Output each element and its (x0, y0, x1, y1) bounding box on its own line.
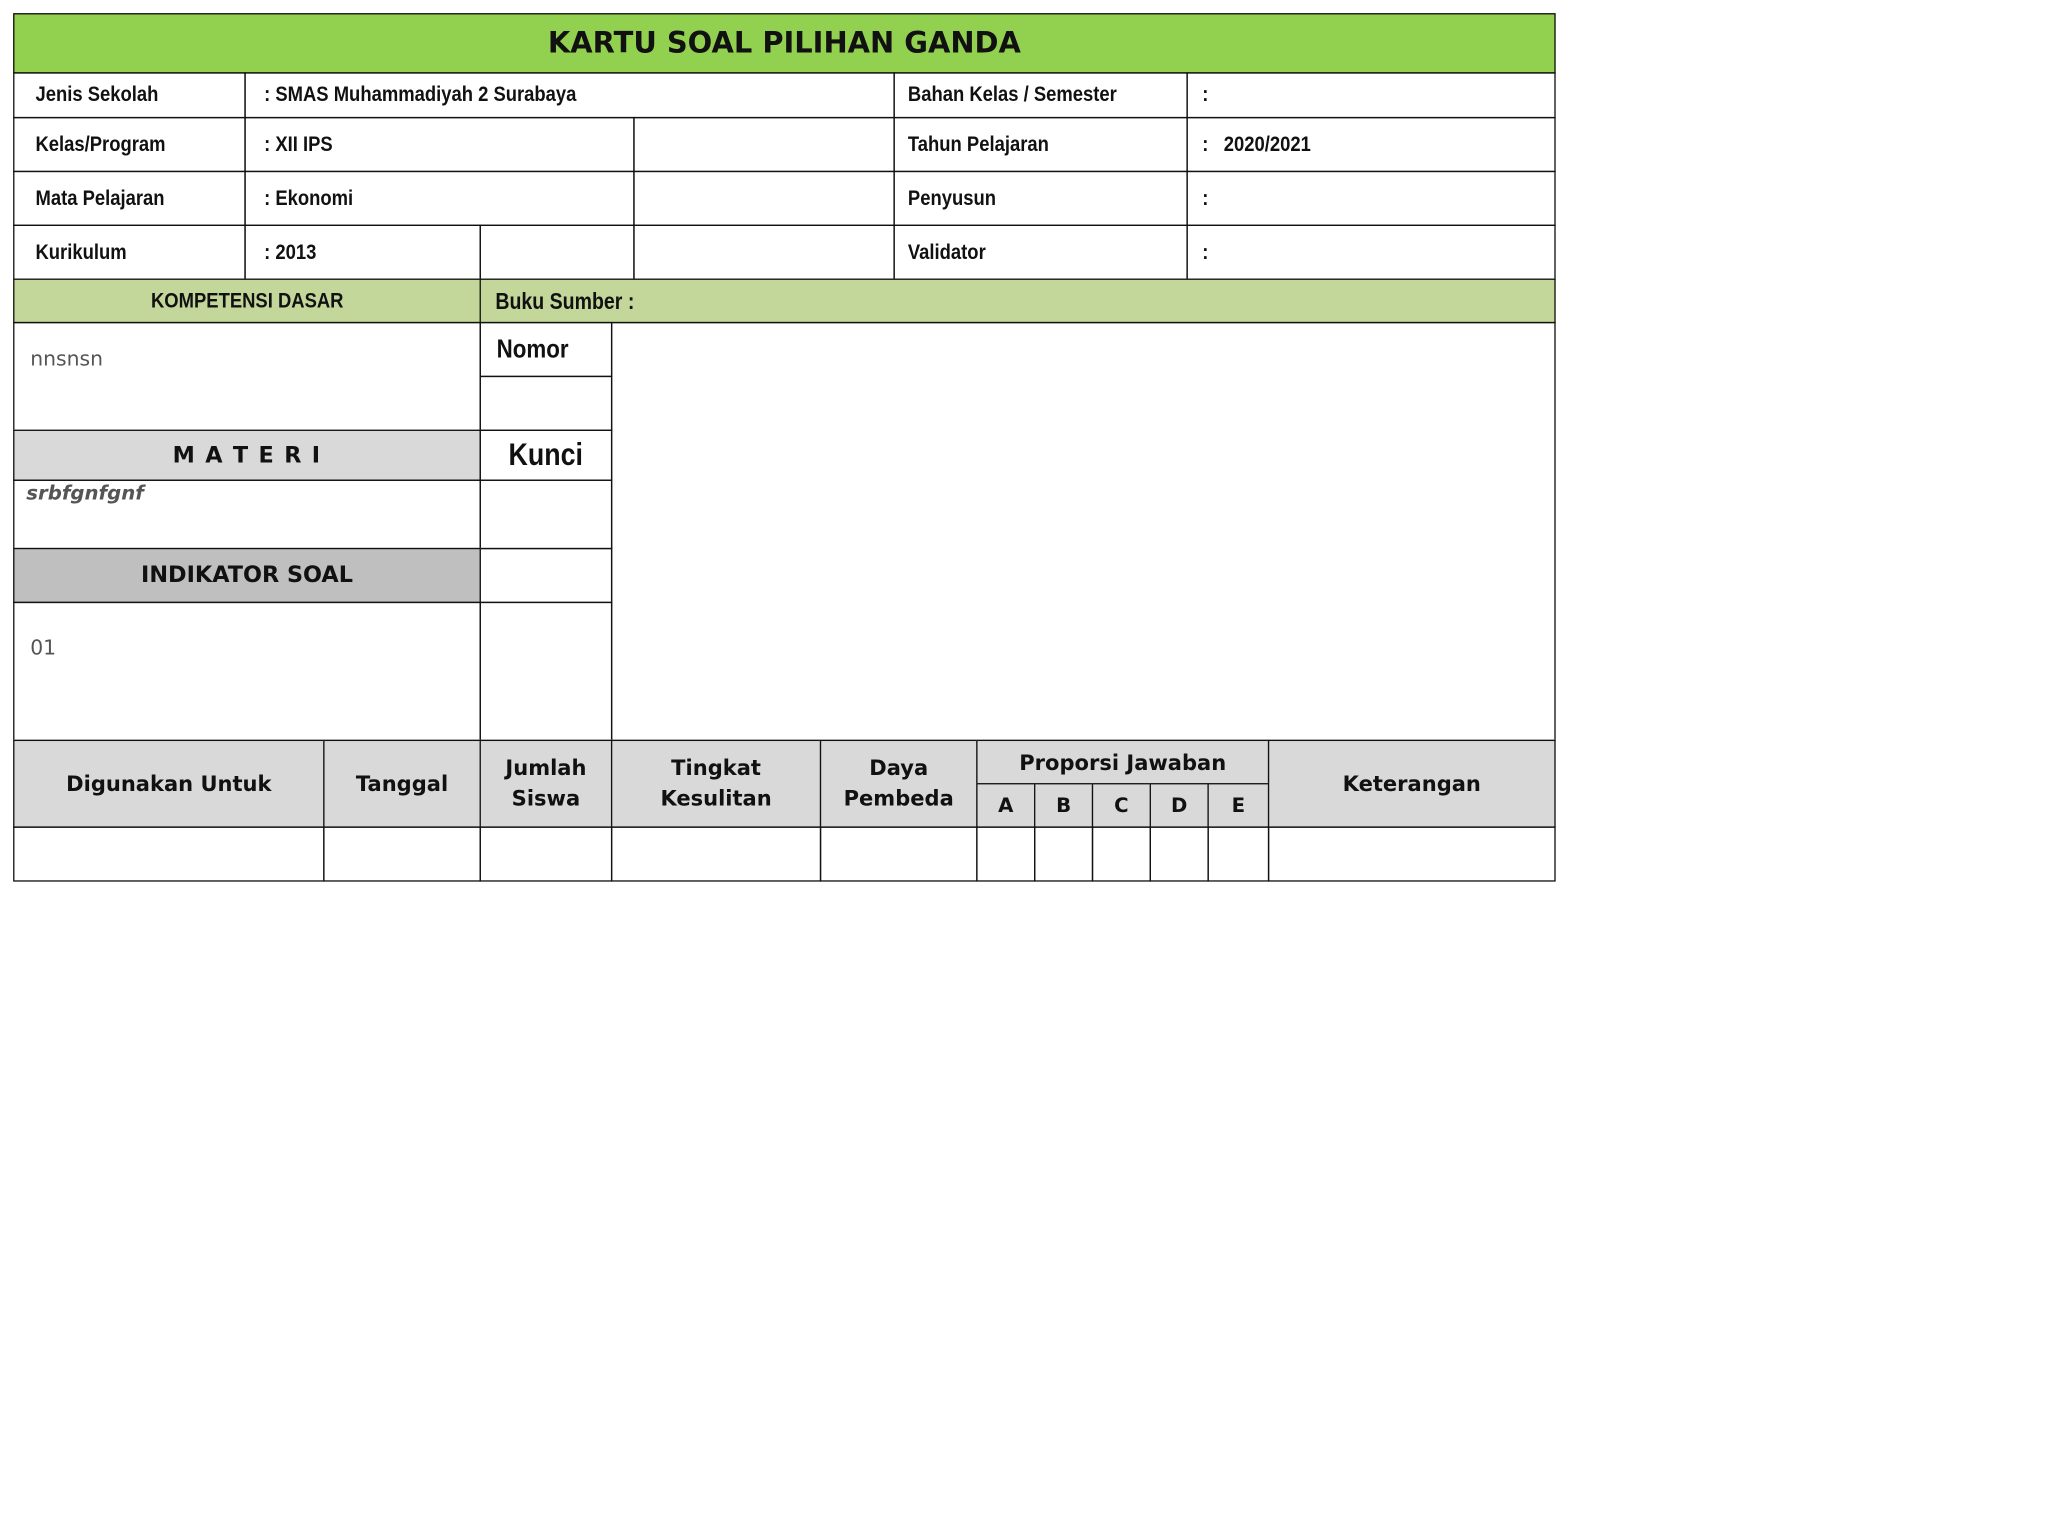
empty-cell (480, 602, 613, 741)
jumlah-siswa-cell[interactable] (480, 826, 613, 881)
nomor-label: Nomor (496, 334, 569, 364)
validator-value: : (1202, 239, 1209, 264)
option-b-header: B (1034, 783, 1093, 828)
mata-pelajaran-label-cell (13, 171, 246, 226)
penyusun-label: Penyusun (907, 185, 996, 210)
option-b-cell[interactable] (1034, 826, 1093, 881)
penyusun-value: : (1202, 185, 1209, 210)
kurikulum-value-cell[interactable] (244, 225, 481, 280)
tahun-label-cell (893, 117, 1187, 172)
option-e-cell[interactable] (1207, 826, 1269, 881)
daya-pembeda-cell[interactable] (820, 826, 978, 881)
tahun-value-cell[interactable] (1186, 117, 1555, 172)
option-e-header: E (1207, 783, 1269, 828)
validator-label: Validator (907, 239, 986, 264)
bahan-kelas-value-cell[interactable] (1186, 72, 1555, 118)
validator-label-cell (893, 225, 1187, 280)
bahan-kelas-label: Bahan Kelas / Semester (907, 82, 1117, 107)
indikator-content[interactable]: 01 (13, 602, 481, 741)
kompetensi-dasar-content[interactable]: nnsnsn (13, 322, 481, 431)
bahan-kelas-label-cell (893, 72, 1187, 118)
option-a-cell[interactable] (976, 826, 1035, 881)
card-title: KARTU SOAL PILIHAN GANDA (13, 13, 1556, 73)
kompetensi-dasar-header (13, 279, 481, 324)
kunci-label: Kunci (508, 436, 584, 473)
kunci-header (480, 430, 613, 481)
keterangan-header: Keterangan (1268, 740, 1556, 828)
kelas-program-value: : XII IPS (264, 132, 333, 156)
tanggal-header: Tanggal (323, 740, 481, 828)
empty-cell (633, 117, 894, 172)
keterangan-cell[interactable] (1268, 826, 1556, 881)
proporsi-jawaban-header: Proporsi Jawaban (976, 740, 1269, 785)
nomor-header (480, 322, 613, 377)
materi-content[interactable]: srbfgnfgnf (13, 480, 481, 550)
buku-sumber-label: Buku Sumber : (495, 287, 635, 314)
option-d-cell[interactable] (1150, 826, 1209, 881)
tingkat-kesulitan-header: Tingkat Kesulitan (611, 740, 821, 828)
nomor-value-cell[interactable] (480, 376, 613, 431)
jumlah-siswa-header: Jumlah Siswa (480, 740, 613, 828)
kurikulum-value: : 2013 (264, 239, 317, 264)
indikator-header: INDIKATOR SOAL (13, 548, 481, 603)
empty-cell (633, 225, 894, 280)
digunakan-untuk-cell[interactable] (13, 826, 324, 881)
jenis-sekolah-label-cell (13, 72, 246, 118)
option-d-header: D (1150, 783, 1209, 828)
jenis-sekolah-value-cell[interactable] (244, 72, 894, 118)
validator-value-cell[interactable] (1186, 225, 1555, 280)
tahun-value: : 2020/2021 (1202, 132, 1311, 156)
empty-cell (480, 225, 635, 280)
kompetensi-dasar-label: KOMPETENSI DASAR (150, 288, 344, 313)
kelas-program-value-cell[interactable] (244, 117, 634, 172)
option-c-header: C (1092, 783, 1151, 828)
empty-cell (633, 171, 894, 226)
option-c-cell[interactable] (1092, 826, 1151, 881)
penyusun-label-cell (893, 171, 1187, 226)
kunci-value-cell[interactable] (480, 480, 613, 550)
penyusun-value-cell[interactable] (1186, 171, 1555, 226)
materi-header: M A T E R I (13, 430, 481, 481)
option-a-header: A (976, 783, 1035, 828)
question-text-area[interactable] (611, 322, 1556, 741)
kurikulum-label: Kurikulum (35, 239, 127, 264)
tingkat-kesulitan-cell[interactable] (611, 826, 821, 881)
kelas-program-label-cell (13, 117, 246, 172)
empty-cell (480, 548, 613, 603)
kurikulum-label-cell (13, 225, 246, 280)
mata-pelajaran-label: Mata Pelajaran (35, 185, 165, 210)
tahun-label: Tahun Pelajaran (907, 132, 1049, 156)
buku-sumber-header (480, 279, 1556, 324)
mata-pelajaran-value-cell[interactable] (244, 171, 634, 226)
daya-pembeda-header: Daya Pembeda (820, 740, 978, 828)
digunakan-untuk-header: Digunakan Untuk (13, 740, 324, 828)
kelas-program-label: Kelas/Program (35, 132, 166, 156)
jenis-sekolah-value: : SMAS Muhammadiyah 2 Surabaya (264, 82, 577, 107)
jenis-sekolah-label: Jenis Sekolah (35, 82, 159, 107)
tanggal-cell[interactable] (323, 826, 481, 881)
mata-pelajaran-value: : Ekonomi (264, 185, 354, 210)
bahan-kelas-value: : (1202, 82, 1209, 107)
